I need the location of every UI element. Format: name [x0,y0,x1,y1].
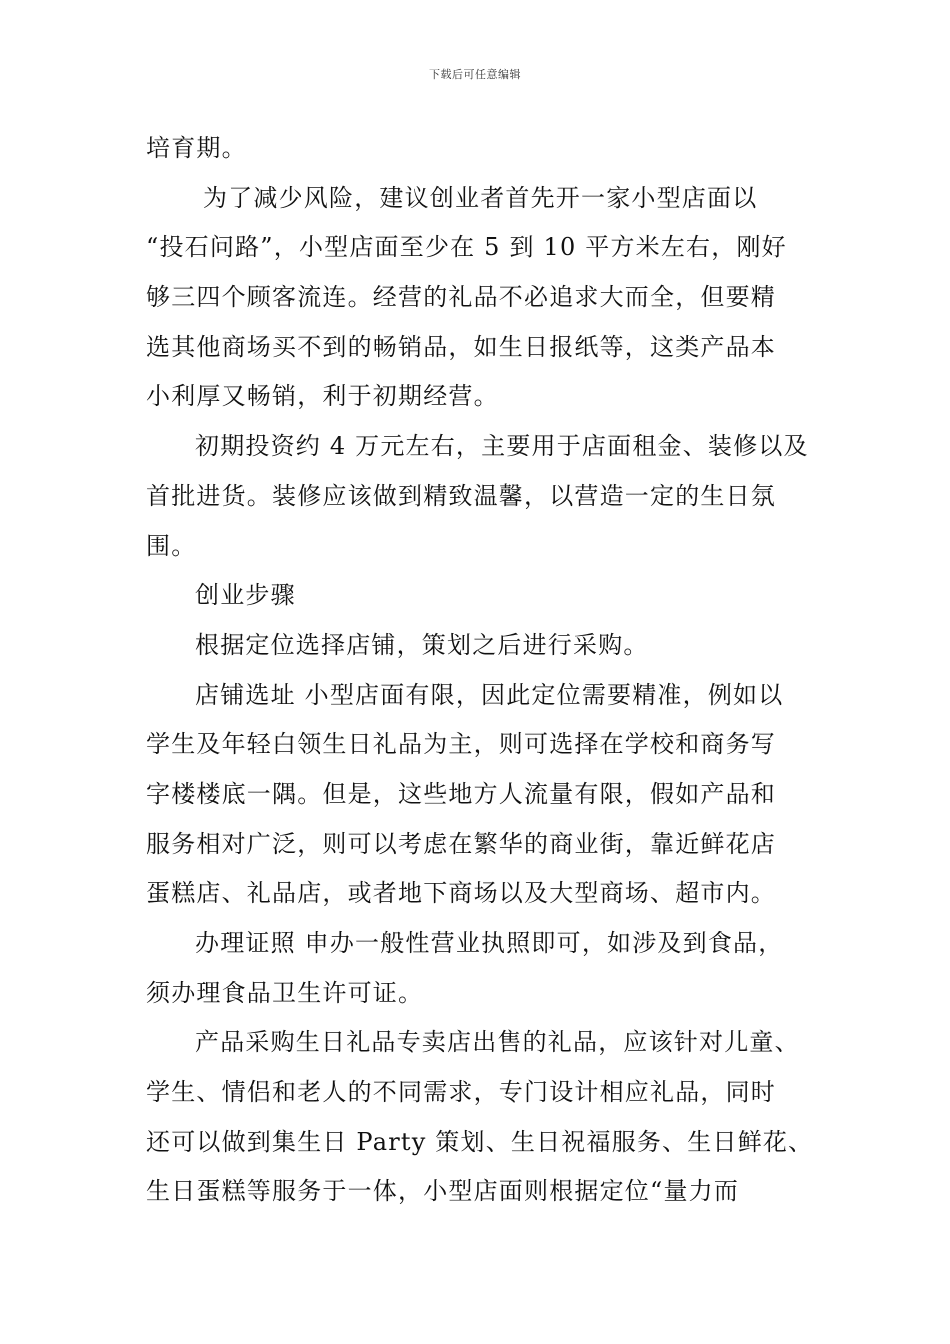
text-line: 办理证照 申办一般性营业执照即可，如涉及到食品， [195,929,784,957]
text-line: 蛋糕店、礼品店，或者地下商场以及大型商场、超市内。 [146,879,776,908]
text-line: 培育期。 [146,134,247,162]
text-line: 够三四个顾客流连。经营的礼品不必追求大而全，但要精 [146,283,776,312]
text-line: 初期投资约 4 万元左右，主要用于店面租金、装修以及 [195,432,809,461]
text-line: 字楼楼底一隅。但是，这些地方人流量有限，假如产品和 [146,779,776,808]
text-line: 店铺选址 小型店面有限，因此定位需要精准，例如以 [195,680,784,709]
text-line: 产品采购生日礼品专卖店出售的礼品，应该针对儿童、 [195,1028,800,1057]
text-line: 须办理食品卫生许可证。 [146,978,424,1007]
text-line: 选其他商场买不到的畅销品，如生日报纸等，这类产品本 [146,332,776,361]
section-heading: 创业步骤 [195,581,296,610]
text-line: 首批进货。装修应该做到精致温馨，以营造一定的生日氛 [146,481,776,510]
text-line: 围。 [146,531,197,560]
text-line: 学生、情侣和老人的不同需求，专门设计相应礼品，同时 [146,1078,776,1107]
text-line: “投石问路”，小型店面至少在 5 到 10 平方米左右，刚好 [146,233,787,262]
text-line: 小利厚又畅销，利于初期经营。 [146,382,499,411]
text-line: 为了减少风险，建议创业者首先开一家小型店面以 [203,183,758,212]
text-line: 学生及年轻白领生日礼品为主，则可选择在学校和商务写 [146,730,776,759]
text-line: 生日蛋糕等服务于一体，小型店面则根据定位“量力而 [146,1177,740,1206]
document-body [146,124,826,1217]
text-line: 还可以做到集生日 Party 策划、生日祝福服务、生日鲜花、 [146,1127,814,1156]
text-line: 根据定位选择店铺，策划之后进行采购。 [195,630,649,659]
page-header: 下载后可任意编辑 [429,68,521,81]
text-line: 服务相对广泛，则可以考虑在繁华的商业街，靠近鲜花店 [146,829,776,858]
